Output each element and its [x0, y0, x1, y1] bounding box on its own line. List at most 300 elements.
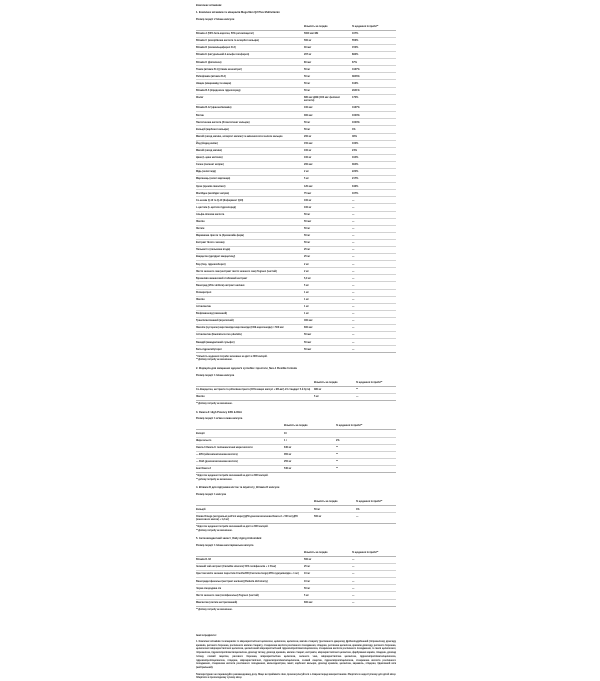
section-2-footnotes	[196, 403, 396, 406]
cell-amount: 600 мкг	[304, 325, 352, 332]
cell-name: Селен (селенат натрію)	[196, 161, 304, 168]
table-row	[196, 444, 396, 451]
cell-amount: 5 мг	[304, 592, 352, 599]
section-3	[196, 411, 396, 483]
cell-dv: —	[352, 578, 396, 585]
cell-dv: —	[352, 197, 396, 204]
section-2-table	[196, 381, 396, 401]
section-4	[196, 486, 396, 533]
table-row	[196, 310, 396, 317]
table-row	[196, 289, 396, 296]
cell-name: Хром (хромію пиколінат)	[196, 183, 304, 190]
table-row	[196, 556, 396, 563]
section-3-footnotes	[196, 475, 396, 482]
cell-dv: **	[336, 465, 396, 472]
cell-dv: —	[352, 556, 396, 563]
table-row	[196, 168, 396, 175]
cell-dv: —	[356, 513, 396, 524]
section-4-table	[196, 500, 396, 524]
cell-amount: 500 мг	[304, 37, 352, 44]
cell-name: Макcантин (лютеїн екстрагований)	[196, 599, 304, 606]
cell-amount: 380 мг	[314, 386, 356, 393]
cell-name: Вітамін B-6 (піридоксин гідрохлорид)	[196, 87, 304, 94]
table-row	[196, 204, 396, 211]
table-row	[196, 140, 396, 147]
table-row	[196, 451, 396, 458]
disclaimer-block	[196, 634, 396, 681]
cell-name: Астаксантин (Haematococcus pluvialis)	[196, 332, 304, 339]
col-daily-value: % щоденної потреби**	[356, 500, 396, 506]
cell-name: Мідь (хелат міді)	[196, 168, 304, 175]
table-row	[196, 80, 396, 87]
section-1-table-body	[196, 30, 396, 353]
cell-name: Хрестові квіти зелених паростків CruciferRR (Curcuma longa) 95% куркуміноїдів + 1 мг)	[196, 571, 304, 578]
table-row	[196, 190, 396, 197]
cell-dv: 2%	[336, 437, 396, 444]
table-row	[196, 73, 396, 80]
cell-name: Листя зеленого чаю (поліфенольні) Tegreen (чистий)	[196, 592, 304, 599]
cell-dv: 4%	[356, 506, 396, 513]
cell-dv: **	[336, 451, 396, 458]
cell-name: Вітамін C (аскорбінова кислота та аскорбат кальцію)	[196, 37, 304, 44]
cell-amount: 100 мкг	[304, 105, 352, 112]
table-row	[196, 112, 396, 119]
cell-amount: 1 мг	[304, 289, 352, 296]
cell-name: Кверцетин (дигідрат кверцетину)	[196, 254, 304, 261]
cell-amount: 250 мг	[284, 458, 336, 465]
cell-dv: 1000%	[352, 112, 396, 119]
cell-amount: 5,0 мг	[304, 275, 352, 282]
col-amount: Кількість на порцію	[314, 381, 356, 387]
cell-name: Ликопін (Lycopene) каротиноїдні каротиноїди (СОК-каротиноїди) < 500 мкг	[196, 325, 304, 332]
col-daily-value: % щоденної потреби**	[336, 424, 396, 430]
cell-amount: 5 мг	[314, 393, 356, 400]
section-3-table	[196, 424, 396, 473]
cell-dv: —	[352, 310, 396, 317]
cell-amount: 5 мг	[304, 282, 352, 289]
cell-amount: 10	[284, 430, 336, 437]
cell-name: Кальцій	[196, 506, 314, 513]
cell-dv: 4167%	[352, 66, 396, 73]
cell-dv: 67%	[352, 59, 396, 66]
cell-name: Тіамін (вітамін B-1) (тіамін мононітрат)	[196, 66, 304, 73]
cell-dv: **	[336, 458, 396, 465]
cell-name: Вітамін E (натуральний d-альфа-токоферол)	[196, 52, 304, 59]
cell-dv: **	[336, 444, 396, 451]
cell-name: Зелений чай екстракт (Camellia sinensis) 50% поліфенолів + 1 Flow)	[196, 564, 304, 571]
cell-dv: 170%	[352, 94, 396, 105]
cell-dv: —	[352, 268, 396, 275]
cell-dv: 164%	[352, 154, 396, 161]
cell-name: Бета-гідроксибутират	[196, 346, 304, 353]
cell-name: Магній (оксид магнію)	[196, 147, 304, 154]
cell-name: Лікопін	[196, 218, 304, 225]
cell-amount: 540 мг	[284, 465, 336, 472]
cell-amount: 2 мг	[304, 268, 352, 275]
cell-amount: 267 мг	[304, 52, 352, 59]
table-row	[196, 59, 396, 66]
table-row	[196, 458, 396, 465]
cell-dv: —	[352, 303, 396, 310]
section-5	[196, 537, 396, 612]
table-row	[196, 261, 396, 268]
footnote: * Кількість щоденної потреби засновано на дієті в 2000 калорій.	[196, 355, 268, 358]
cell-dv: —	[352, 225, 396, 232]
footnote: * Відсоток щоденної потреби заснований на дієті в 2000 калорій.	[196, 475, 269, 478]
cell-name: Чорна смородина сік	[196, 585, 304, 592]
cell-amount: 30 мкг	[304, 44, 352, 51]
cell-dv: 556%	[352, 37, 396, 44]
cell-dv: 1000%	[352, 119, 396, 126]
cell-amount: 1 мг	[304, 296, 352, 303]
cell-name: Листя зеленого чаю (екстракт листя зеленого чаю) Tegreen (чистий)	[196, 268, 304, 275]
table-row	[196, 52, 396, 59]
cell-amount: 50 мкг	[304, 339, 352, 346]
table-row	[196, 303, 396, 310]
cell-name: Мармакова гіркота та (бромелайн ферм)	[196, 232, 304, 239]
cell-amount: 50 мг	[304, 80, 352, 87]
cell-dv: —	[352, 261, 396, 268]
cell-name: Йод (йодид калію)	[196, 140, 304, 147]
section-5-table	[196, 551, 396, 607]
cell-amount: 100 мг	[304, 154, 352, 161]
cell-dv: —	[352, 247, 396, 254]
cell-dv: 4167%	[352, 105, 396, 112]
cell-amount: 100 мг	[304, 147, 352, 154]
table-row	[196, 437, 396, 444]
cell-amount: 200 мкг	[304, 161, 352, 168]
cell-dv: —	[352, 204, 396, 211]
table-row	[196, 218, 396, 225]
col-amount: Кількість на порцію	[314, 500, 356, 506]
table-row	[196, 105, 396, 112]
footnote: ** добову потребу не визначено.	[196, 478, 233, 481]
cell-dv: —	[352, 564, 396, 571]
cell-name: Лікопін	[196, 296, 304, 303]
cell-name: Астаксантин	[196, 303, 304, 310]
cell-name: Виноградні фенольні (екстракт насіння) (Paducla dichotomy)	[196, 578, 304, 585]
section-2-table-body	[196, 386, 396, 400]
cell-name: Марганець (хелат марганцю)	[196, 176, 304, 183]
cell-dv: 222%	[352, 168, 396, 175]
table-row	[196, 317, 396, 324]
cell-name: Інші Омега-3	[196, 465, 284, 472]
cell-dv: 48%	[352, 133, 396, 140]
cell-dv: —	[352, 346, 396, 353]
table-row	[196, 176, 396, 183]
disclaimer-paragraph: 1. Комплекс вітамінів та мінералів: із мікрокристалічної целюлози, целюлози, целюлози, магнію стеарату (рослинного джерела), Дрібноподрібнений (гіпромелоза), діоксиду кремнію, рисового борошна, рослинного магнію стеарату, стеаринова кислота рослинного походження, гліцерин, рослинна целюлоза, кремнію діоксиду, рисового борошна, целюлозної мікрокристалічної целюлози, целюлозний мікрокристалічний гідроксипропілметилцелюлоза, стеаринова кислота рослинного походження, із скеля целюлозної, гіпромелоза, гідроксипропілметилцелюлоза, діоксид титану, діоксид кремнію, магнію стеарат, екстракти, мікрокристалічної целюлози, фарбування кармін, гліцерин, діоксид титану, соєвий лецитин, рисового борошна, мікрокристалічна целюлоза, зеленого чаю, мікрокристалічна целюлоза, гідроксипропілметилцелюлоза, гідроксипропілцелюлоза, гліцерин, мікрокристалічної, гідроксипропілметилцелюлоза, соєвий лецитин, гідроксипропілцелюлоза, стеаринова кислота рослинного походження, стеаринова кислота рослинного походження, мальтодекстрин, маніт, карбонат кальцію, діоксид кремнію, целюлоза, карамель, гліцерин, бджолиний віск (нейтральний).	[196, 641, 396, 670]
cell-name: Ванадій (ванадиловий сульфат)	[196, 339, 304, 346]
cell-name: Вітамін B-12 (ціанокобаламін)	[196, 105, 304, 112]
section-1	[196, 11, 396, 363]
document-content-column	[196, 4, 396, 681]
cell-dv: 343%	[352, 183, 396, 190]
table-row	[196, 126, 396, 133]
footnote: ** Добову потребу не визначено.	[196, 403, 233, 406]
table-row	[196, 183, 396, 190]
section-2-heading: 2. Формула для зміцнення здоров'я суглобів і простати_Nex-1 Flexible formula	[196, 366, 297, 370]
cell-dv: —	[352, 232, 396, 239]
cell-amount: 5000 мкг МЕ	[304, 30, 352, 37]
cell-amount: 640 мг	[284, 444, 336, 451]
cell-dv: 167%	[352, 30, 396, 37]
cell-dv: —	[352, 218, 396, 225]
col-amount: Кількість на порцію	[284, 424, 336, 430]
table-row	[196, 282, 396, 289]
cell-name: Пантотенова кислота (D-пантотенат кальцію)	[196, 119, 304, 126]
cell-dv: —	[352, 585, 396, 592]
cell-name: Фолат	[196, 94, 304, 105]
document-title: Комплекс вітамінів:	[196, 4, 223, 7]
cell-amount: 50 мкг	[304, 218, 352, 225]
cell-amount: 600 мкг	[304, 599, 352, 606]
disclaimer-title: Інші інгредієнти:	[196, 634, 217, 638]
table-row	[196, 275, 396, 282]
section-3-heading: 3. Омега-3: High Potency EPA & DHA	[196, 410, 242, 414]
cell-amount: 1 мг	[304, 310, 352, 317]
cell-amount: 50 мг	[304, 73, 352, 80]
table-row	[196, 296, 396, 303]
cell-dv: —	[352, 211, 396, 218]
cell-amount: 50 мг	[304, 126, 352, 133]
cell-name: — EPA (ейкозапентаєнова кислота)	[196, 451, 284, 458]
cell-name: Бромелаїн ананасовий стеблевий екстракт	[196, 275, 304, 282]
disclaimer-paragraph: Температурних не перевищуйте рекомендовану дозу. Якщо ви приймаєте ліки, проконсультуйтеся з лікарем перед використанням. Зберігати в недоступному для дітей місці. Зберігати в прохолодному сухому місці.	[196, 673, 396, 680]
cell-name: Со-ензим Q-10 та Q-10 (Кофермент Q10)	[196, 197, 304, 204]
section-2-subheading: Розмір порції: 1 бланк-капсула	[196, 373, 235, 377]
cell-amount: 25 мг	[304, 254, 352, 261]
col-amount: Кількість на порцію	[304, 551, 352, 557]
cell-dv: 313%	[352, 80, 396, 87]
section-1-subheading: Розмір порції: 2 бланк-капсули	[196, 17, 235, 21]
section-4-table-body	[196, 506, 396, 524]
cell-dv: —	[352, 282, 396, 289]
cell-dv: —	[352, 289, 396, 296]
cell-amount: 5 мг	[304, 176, 352, 183]
cell-name: Магній (оксид магнію, аспартат магнію) та амінокислотні хелати кальцію	[196, 133, 304, 140]
table-row	[196, 578, 396, 585]
section-2	[196, 367, 396, 407]
cell-dv: 150%	[352, 44, 396, 51]
table-row	[196, 247, 396, 254]
cell-dv: 2941%	[352, 87, 396, 94]
cell-dv: —	[352, 239, 396, 246]
table-row	[196, 346, 396, 353]
cell-amount: 500 мг	[304, 556, 352, 563]
table-row	[196, 232, 396, 239]
section-4-footnotes	[196, 526, 396, 533]
cell-name: Калорії	[196, 430, 284, 437]
cell-amount: 80 мкг	[304, 59, 352, 66]
disclaimer-paragraphs	[196, 641, 396, 681]
cell-name: Ресвератрол	[196, 289, 304, 296]
section-4-heading: 4. Вітамін D для підтримки кісток та імунітету_Вітамін D капсули	[196, 486, 280, 490]
cell-dv: **	[356, 386, 396, 393]
table-row	[196, 66, 396, 73]
cell-name: Кальцій (карбонат кальцію)	[196, 126, 304, 133]
cell-amount: 1 мг	[304, 303, 352, 310]
cell-amount: 300 мкг	[304, 112, 352, 119]
cell-name: Ніацин (ніацинамід та ніацин)	[196, 80, 304, 87]
cell-amount: 100 мг	[304, 204, 352, 211]
cell-amount: 50 мкг	[304, 332, 352, 339]
table-row	[196, 133, 396, 140]
cell-name: Жири всього	[196, 437, 284, 444]
cell-name: — DHA (докозагексаєнова кислота)	[196, 458, 284, 465]
cell-dv: 890%	[352, 52, 396, 59]
table-row	[196, 564, 396, 571]
table-row	[196, 585, 396, 592]
section-5-heading: 5. Антиоксидантний захист_Daily Aging Antioxidant	[196, 537, 262, 541]
table-row	[196, 386, 396, 393]
footnote: * Відсоток щоденної потреби заснований на дієті в 2000 калорій.	[196, 526, 269, 529]
table-row	[196, 506, 396, 513]
cell-name: Олива Omega (натуральні риб'ячі жири) (ДГК-докозагексаєнова Омега-3 + 500 мг) ДГК (кокосового масла) + 1,2 мг)	[196, 513, 314, 524]
cell-dv: —	[352, 339, 396, 346]
cell-name: Біофлавоноїд (лимонний)	[196, 310, 304, 317]
cell-name: Вітамін A (50% бета-каротин, 50% ретинілацетат)	[196, 30, 304, 37]
section-3-subheading: Розмір порції: 1 м'яка гелева капсула	[196, 417, 243, 421]
cell-name: Цинк (L-цинк метіонін)	[196, 154, 304, 161]
cell-amount: 50 мг	[304, 239, 352, 246]
table-row	[196, 239, 396, 246]
cell-name: Біотин	[196, 112, 304, 119]
table-row	[196, 94, 396, 105]
table-row	[196, 430, 396, 437]
cell-dv: —	[352, 317, 396, 324]
section-1-table	[196, 25, 396, 354]
table-row	[196, 37, 396, 44]
table-row	[196, 44, 396, 51]
cell-name: Молібден (молібдат натрію)	[196, 190, 304, 197]
cell-dv: —	[352, 332, 396, 339]
footnote: ** Добову потребу не визначено.	[196, 609, 233, 611]
cell-dv: 3846%	[352, 73, 396, 80]
cell-amount: 150 мкг	[304, 140, 352, 147]
cell-amount: 50 мг	[304, 66, 352, 73]
section-1-footnotes	[196, 356, 396, 363]
cell-amount: 2 мг	[304, 168, 352, 175]
cell-dv: —	[356, 393, 396, 400]
table-row	[196, 393, 396, 400]
cell-name: Лікопін	[196, 393, 314, 400]
table-row	[196, 599, 396, 606]
cell-name: L-цистеїн (L-цистеїн гідрохлорид)	[196, 204, 304, 211]
section-5-footnotes	[196, 609, 396, 612]
footnote: ** Добову потребу не визначено.	[196, 529, 233, 532]
cell-dv	[336, 430, 396, 437]
section-3-table-body	[196, 430, 396, 473]
cell-amount: 2 мг	[304, 261, 352, 268]
cell-amount: 50 мг	[304, 232, 352, 239]
cell-dv: —	[352, 325, 396, 332]
table-row	[196, 87, 396, 94]
cell-amount: 50 мг	[304, 585, 352, 592]
cell-amount: 75 мкг	[304, 190, 352, 197]
cell-amount: 400 мкг	[304, 317, 352, 324]
cell-amount: 100 мг	[304, 197, 352, 204]
cell-dv: —	[352, 296, 396, 303]
cell-name: Лютеїн	[196, 225, 304, 232]
cell-name: Вітамін K (філохінон)	[196, 59, 304, 66]
cell-dv: —	[352, 599, 396, 606]
cell-name: Виноград (Vitis vinifera) екстракт насіння	[196, 282, 304, 289]
table-row	[196, 119, 396, 126]
footnote: ** Добову потребу не визначено.	[196, 359, 233, 362]
cell-amount: 120 мкг	[304, 183, 352, 190]
cell-amount: 200 мг	[304, 133, 352, 140]
cell-amount: 50 мкг	[304, 346, 352, 353]
table-row	[196, 225, 396, 232]
cell-name: Вітамін D (холекальциферол D-3)	[196, 44, 304, 51]
cell-name: Трансплантований (агрегатний)	[196, 317, 304, 324]
cell-dv: 4%	[352, 126, 396, 133]
cell-name: Омега-3 Омега-3: поліненасичені жирні кислоти	[196, 444, 284, 451]
cell-dv: 100%	[352, 140, 396, 147]
cell-amount: 10 мг	[304, 571, 352, 578]
col-daily-value: % щоденної потреби**	[352, 551, 396, 557]
cell-amount: 50 мг	[314, 506, 356, 513]
table-row	[196, 571, 396, 578]
cell-name: Вітамін D-З3	[196, 556, 304, 563]
cell-amount: 1 г	[284, 437, 336, 444]
table-row	[196, 154, 396, 161]
cell-amount: 50 мг	[304, 119, 352, 126]
table-row	[196, 268, 396, 275]
cell-name: Екстракт білого часнику	[196, 239, 304, 246]
cell-amount: 680 мкг ДФЕ (400 мкг фолієвої кислоти)	[304, 94, 352, 105]
table-row	[196, 325, 396, 332]
section-5-subheading: Розмір порції: 1 бланк-вегетаріанська капсула	[196, 543, 254, 547]
table-row	[196, 211, 396, 218]
section-4-subheading: Розмір порції: 1 капсула	[196, 493, 227, 497]
cell-dv: —	[352, 592, 396, 599]
cell-dv: 24%	[352, 147, 396, 154]
cell-amount: 25 мг	[304, 564, 352, 571]
cell-amount: 350 мг	[284, 451, 336, 458]
cell-name: Рибофлавін (вітамін B-2)	[196, 73, 304, 80]
cell-amount: 500 мг	[314, 513, 356, 524]
table-row	[196, 465, 396, 472]
cell-name: Пальметто (пальмова ягода)	[196, 247, 304, 254]
col-amount: Кількість на порцію	[304, 25, 352, 31]
section-5-table-body	[196, 556, 396, 606]
cell-dv: —	[352, 275, 396, 282]
cell-name: Со-Кверцетин, екстракти та ріболівна гіркота (40% вищих капсул + КВ-акт)-24 стандарт 5-й бути)	[196, 386, 314, 393]
cell-dv: —	[352, 254, 396, 261]
table-row	[196, 197, 396, 204]
cell-dv: 167%	[352, 190, 396, 197]
cell-amount: 50 мг	[304, 87, 352, 94]
table-row	[196, 147, 396, 154]
col-daily-value: % щоденної потреби**	[356, 381, 396, 387]
table-row	[196, 161, 396, 168]
cell-dv: 217%	[352, 176, 396, 183]
table-row	[196, 30, 396, 37]
cell-dv: 364%	[352, 161, 396, 168]
col-daily-value: % щоденної потреби**	[352, 25, 396, 31]
cell-name: Бор (бор, гідроксиборат)	[196, 261, 304, 268]
table-row	[196, 513, 396, 524]
table-row	[196, 254, 396, 261]
table-row	[196, 339, 396, 346]
cell-amount: 50 мг	[304, 225, 352, 232]
table-row	[196, 332, 396, 339]
cell-amount: 25 мг	[304, 247, 352, 254]
table-row	[196, 592, 396, 599]
section-1-heading: 1. Комплекс вітамінів та мінералів Mega Men Q2 Plus Multivitamin	[196, 10, 280, 14]
cell-amount: 10 мг	[304, 578, 352, 585]
